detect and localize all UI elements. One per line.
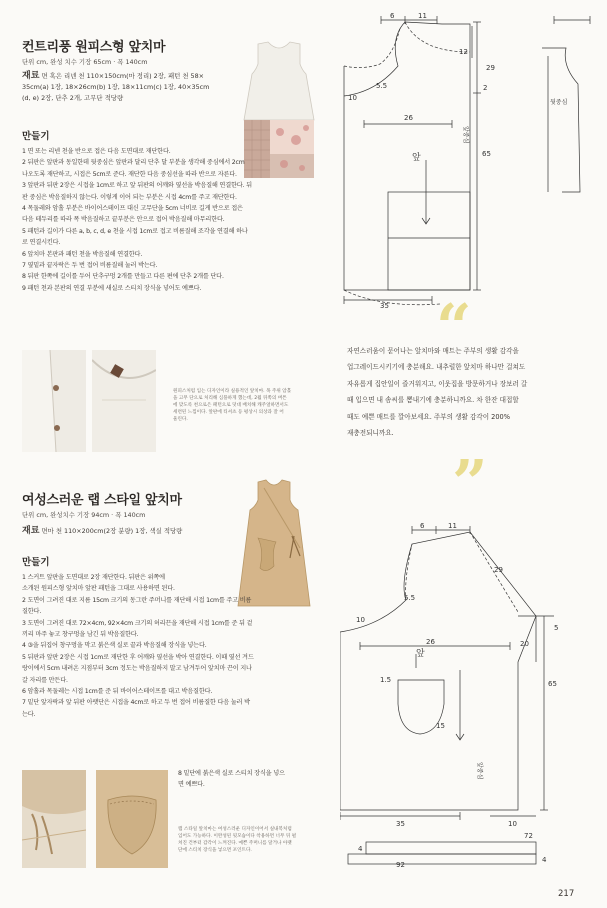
step-line: 끼리 마주 놓고 창구멍을 남긴 뒤 박음질한다. xyxy=(22,631,139,639)
wrap-front-outline xyxy=(340,532,536,810)
page-number: 217 xyxy=(558,889,575,899)
label-10b: 10 xyxy=(508,820,517,828)
pattern2-howto-heading: 만들기 xyxy=(22,557,50,568)
pattern2-caption xyxy=(178,826,338,854)
label-front: 앞 xyxy=(416,649,425,659)
label-29: 29 xyxy=(486,64,495,72)
label-2: 2 xyxy=(483,84,488,92)
quote-line: 재충전되니까요. xyxy=(347,429,394,438)
step-line: 7 밑단 앞자락과 앞 뒤판 아랫단은 시접을 4cm로 하고 두 번 접어 비름질한 다음 눌러 박 xyxy=(22,699,250,707)
label-1-5: 1.5 xyxy=(380,676,392,684)
step-line: 갈 자리를 만든다. xyxy=(22,676,68,684)
label-center-fold: 앞중심 xyxy=(476,762,483,780)
label-65: 65 xyxy=(482,150,491,158)
caption-line: 랩 스타일 앞치마는 여성스러운 디자인이어서 실내복처럼 xyxy=(178,827,292,832)
pattern2-steps xyxy=(22,572,336,720)
step-line: 6 앞치마 본판과 패턴 천을 박음질해 연결한다. xyxy=(22,250,143,258)
step-line: 3 도면이 그려진 대로 72×4cm, 92×4cm 크기의 허리끈을 재단해 시접 1cm를 준 뒤 겉 xyxy=(22,619,253,627)
caption-line: 쳐진 건부터 감각이 느껴진다. 예쁜 주머니를 달거나 아랫 xyxy=(178,841,292,846)
step-line: 다음 테두리를 따라 폭 박음질하고 끝부분은 안으로 접어 박음질해 마무리한다. xyxy=(22,216,225,224)
step-line: 9 패턴 천과 본판의 연결 부분에 새실로 스티치 장식을 넣어도 예쁘다. xyxy=(22,284,202,292)
quote-line: 자유롭게 집안일이 즐거워지고, 이웃집을 방문하거나 장보러 갈 xyxy=(347,379,528,388)
pattern1-diagram xyxy=(340,8,605,308)
step-line: 나오도록 재단하고, 시접은 5cm로 준다. 재단한 다음 중심선을 따라 반으로 자른다. xyxy=(22,170,237,178)
step-line: 4 목둘레와 암홀 부분은 바이어스테이프 대신 고무단을 5cm 너비로 길게 반으로 접은 xyxy=(22,205,243,213)
label-6: 6 xyxy=(420,522,425,530)
step-line: 5 패턴과 길이가 다른 a, b, c, d, e 천을 시접 1cm로 접고 비름질해 조각을 연결해 하나 xyxy=(22,227,248,235)
step-line: 는다. xyxy=(22,710,36,718)
step-line: 2 도면이 그려진 대로 지름 15cm 크기의 동그란 주머니를 재단해 시접 1cm를 주고 비름 xyxy=(22,596,252,604)
step-line: 2 뒤판은 앞판과 동일한데 뒷중심은 앞판과 달리 단추 달 부분을 생각해 중심에서 2cm xyxy=(22,159,245,167)
label-center-fold: 앞중심 xyxy=(462,126,469,144)
pattern2-materials xyxy=(22,526,252,537)
step-line: 1 면 또는 리넨 천을 반으로 접은 다음 도면대로 재단한다. xyxy=(22,148,171,155)
step-line: 1 스커트 앞판을 도면대로 2장 재단한다. 뒤판은 위쪽에 xyxy=(22,574,165,581)
caption-line: 원피스처럼 입는 디자인이라 실용적인 앞치마. 목 주위 암홀 xyxy=(173,389,292,394)
label-5-5: 5.5 xyxy=(404,594,416,602)
caption-line: 세련된 느낌이다. 앞판에 티셔츠 등 평상시 의상과 잘 어 xyxy=(173,410,284,415)
pattern1-caption xyxy=(173,388,333,423)
label-11: 11 xyxy=(418,12,427,20)
step-line: 6 암홀과 목둘레는 시접 1cm를 준 뒤 바이어스테이프를 대고 박음질한다. xyxy=(22,688,213,696)
pattern2-step8 xyxy=(178,768,338,791)
pattern2-meta: 단위 cm, 완성치수 기장 94cm · 폭 140cm xyxy=(22,511,146,519)
label-5: 5 xyxy=(554,624,559,632)
open-quote-mark: “ xyxy=(436,290,472,363)
label-35: 35 xyxy=(380,302,389,308)
materials-line: 면 혹은 리넨 천 110×150cm(마 정리) 2장, 패턴 천 58× xyxy=(41,72,205,80)
pattern1-steps xyxy=(22,146,336,294)
caption-line: 을 고무 단으로 처리해 심플하게 했는데, 2월 뒤쪽의 버튼 xyxy=(173,396,287,401)
label-20: 20 xyxy=(520,640,529,648)
label-26: 26 xyxy=(426,638,435,646)
step-line: 3 앞판과 뒤판 2장은 시접을 1cm로 하고 앞 뒤판의 어깨와 옆선을 박음질해 연결한다. 뒤 xyxy=(22,182,252,190)
pattern1-meta: 단위 cm, 완성 치수 기장 65cm · 폭 140cm xyxy=(22,58,148,66)
close-quote-mark: ” xyxy=(452,446,488,519)
materials-label: 재료 xyxy=(22,526,40,536)
label-4b: 4 xyxy=(542,856,547,864)
tie-strip-1 xyxy=(366,842,536,854)
step-line: 면 예쁘다. xyxy=(178,781,205,789)
label-5-5: 5.5 xyxy=(376,82,388,90)
quote-line: 때 입으면 내 솜씨를 뽐내기에 충분하니까요. 차 한잔 대접할 xyxy=(347,396,519,405)
label-11: 11 xyxy=(448,522,457,530)
step-line: 로 연결시킨다. xyxy=(22,239,61,247)
label-35: 35 xyxy=(396,820,405,828)
label-6: 6 xyxy=(390,12,395,20)
step-line: 8 뒤판 한쪽에 길이를 두어 단추구멍 2개를 만들고 다른 편에 단추 2개를 단다. xyxy=(22,273,224,281)
caption-line: 에 맞도록 천으로은 패턴으로 덧대 배치해 캐주얼하면서도 xyxy=(173,403,289,408)
detail-photo-pocket xyxy=(96,770,168,868)
quote-line: 때도 예쁜 매트를 깔아보세요. 주부의 생활 감각이 200% xyxy=(347,412,511,421)
caption-line: 입어도 가능하다. 이완성된 뒷모습이다 착용하면 너무 뒤 펼 xyxy=(178,834,297,839)
caption-line: 단에 스티치 장식을 넣으면 포인트다. xyxy=(178,848,252,853)
label-26: 26 xyxy=(404,114,413,122)
pattern2-diagram xyxy=(340,520,605,868)
tie-strip-2 xyxy=(348,854,536,864)
pattern1-howto-heading: 만들기 xyxy=(22,131,50,142)
label-12: 12 xyxy=(459,48,468,56)
step-line: 질한다. xyxy=(22,608,42,616)
front-pattern-outline xyxy=(344,22,470,290)
label-10: 10 xyxy=(348,94,357,102)
pattern1-title: 컨트리풍 원피스형 앞치마 xyxy=(22,40,166,55)
quote-line: 자연스러움이 묻어나는 앞치마와 매트는 주부의 생활 감각을 xyxy=(347,347,519,355)
step-line: 8 밑단에 붉은색 실로 스티치 장식을 넣으 xyxy=(178,770,285,777)
quote-text xyxy=(347,343,587,441)
detail-photo-collar xyxy=(92,350,156,452)
detail-photo-buttons xyxy=(22,350,86,452)
materials-line: 면마 천 110×200cm(2장 분량) 1장, 색실 적당량 xyxy=(41,527,183,535)
label-4a: 4 xyxy=(358,845,363,853)
materials-line: 35cm(a) 1장, 18×26cm(b) 1장, 18×11cm(c) 1장, 40×35cm xyxy=(22,83,210,91)
step-line: 판 중심은 박음질하지 않는다. 이렇게 이어 되는 부분은 시접 4cm를 주고 재단한다. xyxy=(22,193,237,201)
step-line: 4 ③을 뒤집어 창구멍을 막고 붉은색 실로 끝과 박음질해 장식을 넣는다. xyxy=(22,642,207,650)
caption-line: 울린다. xyxy=(173,417,188,422)
label-65: 65 xyxy=(548,680,557,688)
materials-line: (d, e) 2장, 단추 2개, 고무단 적당량 xyxy=(22,94,124,102)
label-back-center: 뒷중심 xyxy=(550,99,568,106)
pattern1-materials xyxy=(22,71,252,104)
step-line: 7 옆밑과 끝자락은 두 번 접어 비름질해 눌러 박는다. xyxy=(22,262,158,270)
pattern2-title: 여성스러운 랩 스타일 앞치마 xyxy=(22,493,182,508)
quote-line: 업그레이드시키기에 충분해요. 내추럴한 앞치마 하나만 걸쳐도 xyxy=(347,363,526,372)
label-front: 앞 xyxy=(412,153,421,163)
label-92: 92 xyxy=(396,861,405,868)
label-72: 72 xyxy=(524,832,533,840)
materials-label: 재료 xyxy=(22,71,40,81)
label-15: 15 xyxy=(436,722,445,730)
step-line: 랑이에서 5cm 내려온 지점부터 3cm 정도는 박음질하지 말고 남겨두어 앞치마 끈이 지나 xyxy=(22,665,252,673)
label-10: 10 xyxy=(356,616,365,624)
detail-photo-ties xyxy=(22,770,86,868)
step-line: 5 뒤판과 앞판 2장은 시접 1cm로 재단한 후 어깨와 옆선을 박아 연결한다. 이때 옆선 겨드 xyxy=(22,653,254,661)
label-29: 29 xyxy=(494,566,503,574)
step-line: 소개된 원피스형 앞치마 앞판 패턴을 그대로 사용하면 된다. xyxy=(22,585,175,593)
